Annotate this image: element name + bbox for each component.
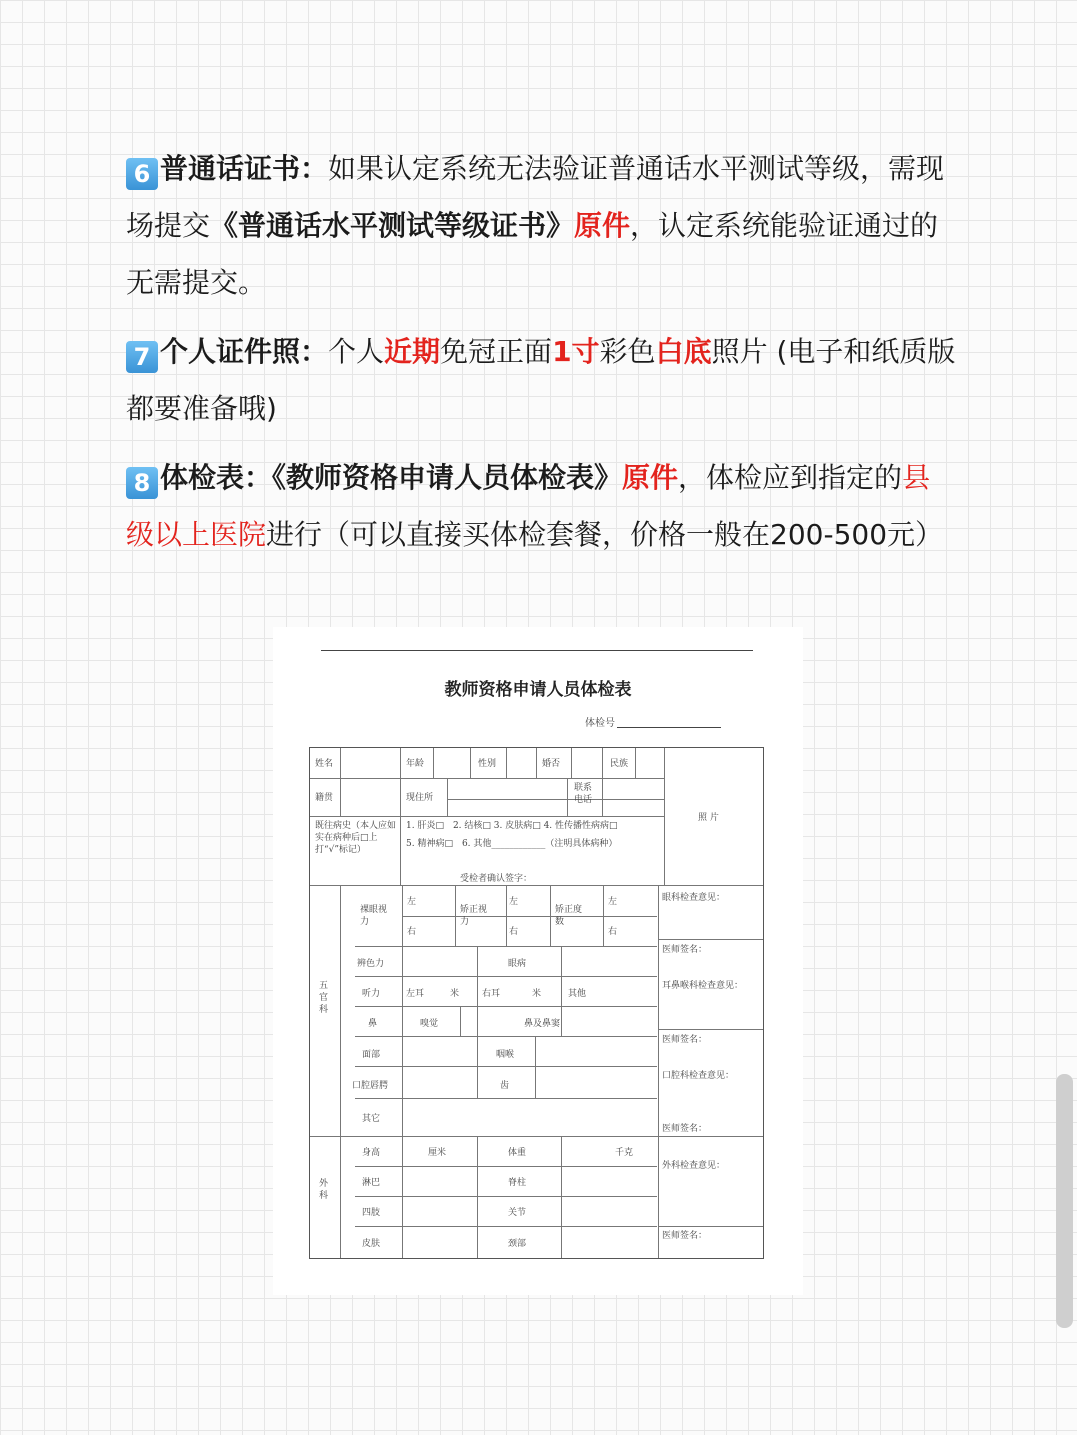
limbs-label: 四肢 (362, 1208, 381, 1218)
section-text: 如果认定系统无法验证普通话水平测试等级，需现场提交 (126, 152, 945, 242)
section-text: ，体检应到指定的 (678, 461, 903, 494)
number-7-badge: 7 (126, 341, 158, 373)
highlight-size: 1寸 (552, 335, 600, 368)
article-content (126, 140, 956, 575)
section-id-photo (126, 323, 956, 437)
exam-number-line (617, 717, 721, 728)
section-medical-form (126, 449, 956, 563)
throat-label: 咽喉 (496, 1050, 515, 1060)
doctor-sign-label: 医师签名： (662, 1035, 708, 1045)
age-label: 年龄 (406, 759, 425, 769)
naked-vision-label: 裸眼视力 (360, 905, 388, 927)
history-options-2: 5. 精神病□ 6. 其他____________（注明具体病种） (406, 839, 618, 849)
contact-phone-label: 联系电话 (574, 783, 593, 805)
certificate-title: 《普通话水平测试等级证书》 (210, 209, 575, 242)
section-text: ，认定系统能验证通过的无需提交。 (126, 209, 939, 299)
misc-label: 其它 (362, 1114, 381, 1124)
corrected-vision-label: 矫正视力 (460, 905, 488, 927)
teeth-label: 齿 (500, 1081, 510, 1091)
left-label: 左 (509, 897, 519, 907)
gender-label: 性别 (478, 759, 497, 769)
medical-history-label: 既往病史（本人应如实在病种后□上打“√”标记） (315, 821, 397, 855)
doctor-sign-label: 医师签名： (662, 945, 708, 955)
section-text: 个人 (328, 335, 385, 368)
right-label: 右 (509, 927, 519, 937)
joints-label: 关节 (508, 1208, 527, 1218)
exam-number-label: 体检号 (585, 718, 615, 729)
surgery-opinion-label: 外科检查意见： (662, 1161, 726, 1171)
left-label: 左 (608, 897, 618, 907)
section-text: 彩色 (599, 335, 656, 368)
highlight-original: 原件 (574, 209, 631, 242)
correction-degree-label: 矫正度数 (555, 905, 583, 927)
left-label: 左 (407, 897, 417, 907)
section-text: 进行（可以直接买体检套餐，价格一般在200-500元） (266, 518, 944, 551)
lymph-label: 淋巴 (362, 1178, 381, 1188)
eye-opinion-label: 眼科检查意见： (662, 893, 726, 903)
skin-label: 皮肤 (362, 1239, 381, 1249)
medical-form-table (309, 747, 764, 1259)
header-rule (321, 650, 753, 651)
cm-label: 厘米 (428, 1148, 447, 1158)
meter-label: 米 (450, 989, 460, 999)
right-label: 右 (608, 927, 618, 937)
doctor-sign-label: 医师签名： (662, 1231, 708, 1241)
highlight-recent: 近期 (384, 335, 441, 368)
doctor-sign-label: 医师签名： (662, 1124, 708, 1134)
section-text: 照片 (电子和纸质版都要准备哦) (126, 335, 956, 425)
residence-label: 现住所 (406, 793, 434, 803)
weight-label: 体重 (508, 1148, 527, 1158)
face-label: 面部 (362, 1050, 381, 1060)
section-heading: 个人证件照： (160, 335, 329, 368)
nose-label: 鼻 (368, 1019, 378, 1029)
medical-form-image (273, 627, 803, 1295)
neck-label: 颈部 (508, 1239, 527, 1249)
native-place-label: 籍贯 (315, 793, 334, 803)
marital-label: 婚否 (542, 759, 561, 769)
spine-label: 脊柱 (508, 1178, 527, 1188)
form-title-ref: 《教师资格申请人员体检表》 (272, 461, 623, 494)
photo-placeholder: 照 片 (698, 813, 719, 823)
kg-label: 千克 (615, 1148, 634, 1158)
facial-features-dept-label: 五官科 (319, 981, 329, 1015)
section-text: 免冠正面 (440, 335, 553, 368)
oral-label: 口腔唇腭 (352, 1081, 389, 1091)
vertical-scrollbar[interactable] (1056, 1074, 1073, 1328)
section-heading: 体检表： (160, 461, 273, 494)
other-label: 其他 (568, 989, 587, 999)
history-options-1: 1. 肝炎□ 2. 结核□ 3. 皮肤病□ 4. 性传播性病病□ (406, 821, 618, 831)
ent-opinion-label: 耳鼻喉科检查意见： (662, 981, 744, 991)
right-label: 右 (407, 927, 417, 937)
highlight-hospital: 县级以上医院 (126, 461, 931, 551)
sinus-label: 鼻及鼻窦 (524, 1019, 561, 1029)
eye-disease-label: 眼病 (508, 959, 527, 969)
name-label: 姓名 (315, 759, 334, 769)
examinee-sign-label: 受检者确认签字： (460, 874, 533, 884)
highlight-original: 原件 (622, 461, 679, 494)
height-label: 身高 (362, 1148, 381, 1158)
meter-label: 米 (532, 989, 542, 999)
highlight-white-bg: 白底 (655, 335, 712, 368)
exam-number-field (585, 714, 721, 729)
smell-label: 嗅觉 (420, 1019, 439, 1029)
form-title: 教师资格申请人员体检表 (444, 680, 632, 700)
surgery-dept-label: 外科 (319, 1179, 329, 1201)
oral-opinion-label: 口腔科检查意见： (662, 1071, 735, 1081)
number-8-badge: 8 (126, 467, 158, 499)
ethnicity-label: 民族 (610, 759, 629, 769)
color-vision-label: 辨色力 (357, 959, 385, 969)
number-6-badge: 6 (126, 158, 158, 190)
section-mandarin-certificate (126, 140, 956, 311)
hearing-label: 听力 (362, 989, 381, 999)
section-heading: 普通话证书： (160, 152, 329, 185)
left-ear-label: 左耳 (406, 989, 425, 999)
right-ear-label: 右耳 (482, 989, 501, 999)
